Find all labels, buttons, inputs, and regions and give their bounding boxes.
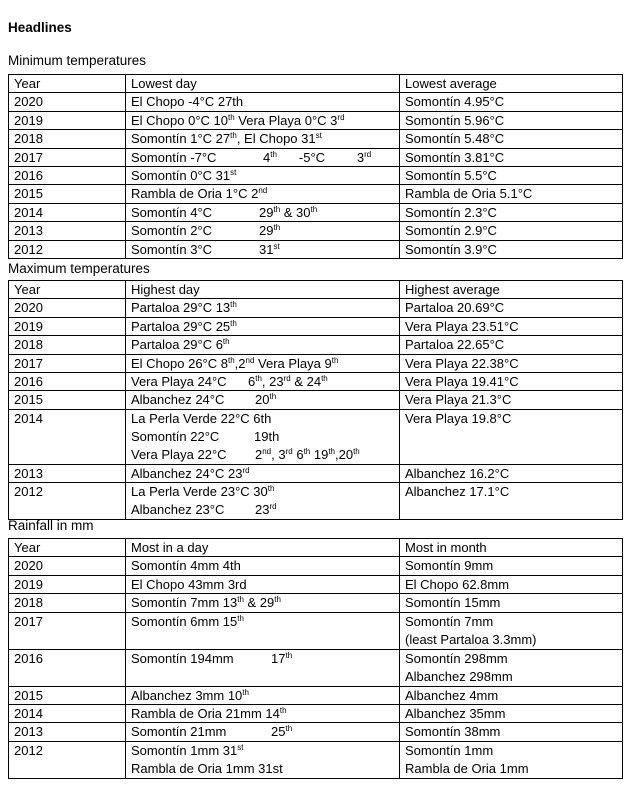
year-cell: 2014 [9, 409, 126, 464]
highest-day-cell: La Perla Verde 23°C 30th Albanchez 23°C 23rd [126, 483, 400, 520]
header-most-in-month: Most in month [400, 539, 623, 557]
highest-average-cell: Vera Playa 21.3°C [400, 391, 623, 409]
most-in-month-cell: Somontín 298mm Albanchez 298mm [400, 649, 623, 686]
highest-day-cell: Partaloa 29°C 25th [126, 317, 400, 335]
highest-day-cell: Albanchez 24°C 23rd [126, 464, 400, 482]
rainfall-table [8, 538, 623, 779]
year-cell: 2018 [9, 594, 126, 612]
lowest-day-cell: El Chopo 0°C 10th Vera Playa 0°C 3rd [126, 111, 400, 129]
table-header-row [9, 539, 623, 557]
lowest-day-cell: El Chopo -4°C 27th [126, 93, 400, 111]
lowest-average-cell: Somontín 4.95°C [400, 93, 623, 111]
most-in-day-cell: Rambla de Oria 21mm 14th [126, 705, 400, 723]
minimum-temperatures-table [8, 74, 623, 259]
year-cell: 2012 [9, 240, 126, 258]
header-year: Year [9, 281, 126, 299]
table-row [9, 464, 623, 482]
most-in-day-cell: Somontín 7mm 13th & 29th [126, 594, 400, 612]
lowest-day-cell: Somontín -7°C 4th -5°C 3rd [126, 148, 400, 166]
table-row [9, 222, 623, 240]
most-in-month-cell: Somontín 38mm [400, 723, 623, 741]
year-cell: 2017 [9, 354, 126, 372]
header-lowest-average: Lowest average [400, 75, 623, 93]
maximum-temperatures-title: Maximum temperatures [8, 261, 150, 276]
highest-average-cell: Vera Playa 19.8°C [400, 409, 623, 464]
year-cell: 2020 [9, 93, 126, 111]
table-row [9, 130, 623, 148]
table-row [9, 93, 623, 111]
highest-average-cell: Partaloa 22.65°C [400, 336, 623, 354]
year-cell: 2020 [9, 299, 126, 317]
year-cell: 2014 [9, 705, 126, 723]
lowest-day-cell: Somontín 4°C 29th & 30th [126, 203, 400, 221]
table-row [9, 299, 623, 317]
highest-day-cell: Partaloa 29°C 6th [126, 336, 400, 354]
header-most-in-day: Most in a day [126, 539, 400, 557]
lowest-average-cell: Rambla de Oria 5.1°C [400, 185, 623, 203]
header-highest-average: Highest average [400, 281, 623, 299]
year-cell: 2016 [9, 649, 126, 686]
table-row [9, 203, 623, 221]
most-in-month-cell: Albanchez 35mm [400, 705, 623, 723]
table-row [9, 409, 623, 464]
year-cell: 2019 [9, 317, 126, 335]
year-cell: 2018 [9, 336, 126, 354]
minimum-temperatures-title: Minimum temperatures [8, 53, 147, 68]
table-row [9, 354, 623, 372]
most-in-day-cell: Albanchez 3mm 10th [126, 686, 400, 704]
most-in-day-cell: El Chopo 43mm 3rd [126, 575, 400, 593]
table-header-row [9, 75, 623, 93]
lowest-average-cell: Somontín 3.81°C [400, 148, 623, 166]
year-cell: 2018 [9, 130, 126, 148]
lowest-average-cell: Somontín 5.48°C [400, 130, 623, 148]
highest-day-cell: La Perla Verde 22°C 6th Somontín 22°C 19th Vera Playa 22°C 2nd, 3rd 6th 19th,20th [126, 409, 400, 464]
highest-day-cell: El Chopo 26°C 8th,2nd Vera Playa 9th [126, 354, 400, 372]
lowest-day-cell: Somontín 1°C 27th, El Chopo 31st [126, 130, 400, 148]
table-row [9, 741, 623, 778]
highest-average-cell: Vera Playa 22.38°C [400, 354, 623, 372]
table-row [9, 686, 623, 704]
year-cell: 2019 [9, 111, 126, 129]
table-row [9, 391, 623, 409]
table-row [9, 705, 623, 723]
year-cell: 2017 [9, 148, 126, 166]
lowest-day-cell: Somontín 3°C 31st [126, 240, 400, 258]
table-row [9, 483, 623, 520]
most-in-day-cell: Somontín 1mm 31st Rambla de Oria 1mm 31st [126, 741, 400, 778]
header-lowest-day: Lowest day [126, 75, 400, 93]
year-cell: 2015 [9, 686, 126, 704]
table-row [9, 167, 623, 185]
highest-average-cell: Albanchez 17.1°C [400, 483, 623, 520]
table-row [9, 148, 623, 166]
rainfall-title: Rainfall in mm [8, 518, 94, 533]
lowest-average-cell: Somontín 5.5°C [400, 167, 623, 185]
lowest-day-cell: Somontín 2°C 29th [126, 222, 400, 240]
table-row [9, 336, 623, 354]
year-cell: 2016 [9, 167, 126, 185]
year-cell: 2020 [9, 557, 126, 575]
lowest-day-cell: Rambla de Oria 1°C 2nd [126, 185, 400, 203]
most-in-day-cell: Somontín 6mm 15th [126, 612, 400, 649]
highest-day-cell: Albanchez 24°C 20th [126, 391, 400, 409]
table-row [9, 240, 623, 258]
table-row [9, 373, 623, 391]
year-cell: 2013 [9, 464, 126, 482]
year-cell: 2015 [9, 185, 126, 203]
table-row [9, 649, 623, 686]
table-row [9, 594, 623, 612]
highest-average-cell: Albanchez 16.2°C [400, 464, 623, 482]
table-row [9, 185, 623, 203]
header-year: Year [9, 539, 126, 557]
year-cell: 2016 [9, 373, 126, 391]
lowest-day-cell: Somontín 0°C 31st [126, 167, 400, 185]
year-cell: 2017 [9, 612, 126, 649]
highest-average-cell: Partaloa 20.69°C [400, 299, 623, 317]
most-in-month-cell: Somontín 7mm (least Partaloa 3.3mm) [400, 612, 623, 649]
table-row [9, 723, 623, 741]
most-in-month-cell: El Chopo 62.8mm [400, 575, 623, 593]
lowest-average-cell: Somontín 5.96°C [400, 111, 623, 129]
table-row [9, 111, 623, 129]
header-highest-day: Highest day [126, 281, 400, 299]
highest-day-cell: Vera Playa 24°C 6th, 23rd & 24th [126, 373, 400, 391]
year-cell: 2012 [9, 483, 126, 520]
year-cell: 2015 [9, 391, 126, 409]
year-cell: 2013 [9, 723, 126, 741]
table-row [9, 575, 623, 593]
year-cell: 2014 [9, 203, 126, 221]
most-in-day-cell: Somontín 4mm 4th [126, 557, 400, 575]
header-year: Year [9, 75, 126, 93]
lowest-average-cell: Somontín 3.9°C [400, 240, 623, 258]
most-in-month-cell: Somontín 15mm [400, 594, 623, 612]
table-row [9, 612, 623, 649]
most-in-day-cell: Somontín 21mm 25th [126, 723, 400, 741]
highest-average-cell: Vera Playa 19.41°C [400, 373, 623, 391]
most-in-month-cell: Somontín 9mm [400, 557, 623, 575]
page-heading: Headlines [8, 20, 72, 35]
year-cell: 2012 [9, 741, 126, 778]
lowest-average-cell: Somontín 2.9°C [400, 222, 623, 240]
table-row [9, 317, 623, 335]
year-cell: 2013 [9, 222, 126, 240]
highest-average-cell: Vera Playa 23.51°C [400, 317, 623, 335]
most-in-day-cell: Somontín 194mm 17th [126, 649, 400, 686]
table-row [9, 557, 623, 575]
lowest-average-cell: Somontín 2.3°C [400, 203, 623, 221]
year-cell: 2019 [9, 575, 126, 593]
maximum-temperatures-table [8, 280, 623, 520]
highest-day-cell: Partaloa 29°C 13th [126, 299, 400, 317]
most-in-month-cell: Albanchez 4mm [400, 686, 623, 704]
table-header-row [9, 281, 623, 299]
most-in-month-cell: Somontín 1mm Rambla de Oria 1mm [400, 741, 623, 778]
